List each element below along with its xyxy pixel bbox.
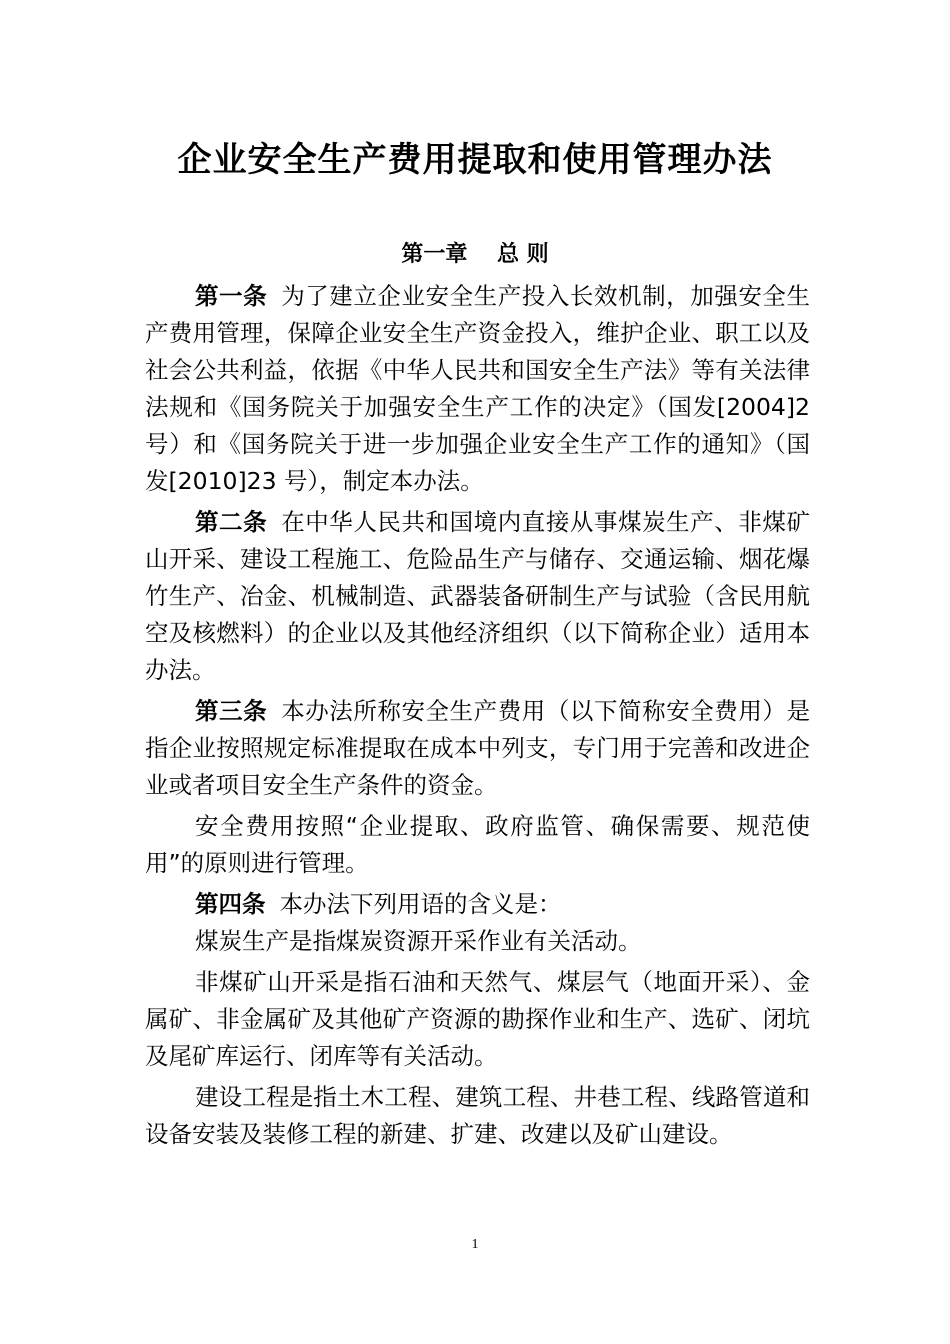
page-number: 1 [471,1237,479,1252]
document-body [145,278,810,1157]
article-4-paragraph-3: 非煤矿山开采是指石油和天然气、煤层气（地面开采）、金属矿、非金属矿及其他矿产资源的勘探作业和生产、选矿、闭坑及尾矿库运行、闭库等有关活动。 [145,968,810,1070]
article-3-paragraph-2: 安全费用按照“企业提取、政府监管、确保需要、规范使用”的原则进行管理。 [145,812,810,877]
article-4-paragraph-2: 煤炭生产是指煤炭资源开采作业有关活动。 [195,927,642,955]
article-2 [145,504,810,689]
article-1-text: 为了建立企业安全生产投入长效机制，加强安全生产费用管理，保障企业安全生产资金投入，维护企业、职工以及社会公共利益，依据《中华人民共和国安全生产法》等有关法律法规和《国务院关于加强安全生产工作的决定》（国发[2004]2 号）和《国务院关于进一步加强企业安全生产工作的通知》（国发[2010]23 号），制定本办法。 [145,282,810,495]
article-4-paragraph-4: 建设工程是指土木工程、建筑工程、井巷工程、线路管道和设备安装及装修工程的新建、扩建、改建以及矿山建设。 [145,1083,810,1148]
article-4 [145,886,810,923]
chapter-heading: 第一章 总 则 [401,242,549,267]
article-3 [145,693,810,804]
article-1 [145,278,810,500]
article-3-label: 第三条 [195,697,268,725]
article-2-label: 第二条 [195,508,268,536]
article-2-text: 在中华人民共和国境内直接从事煤炭生产、非煤矿山开采、建设工程施工、危险品生产与储存、交通运输、烟花爆竹生产、冶金、机械制造、武器装备研制生产与试验（含民用航空及核燃料）的企业以及其他经济组织（以下简称企业）适用本办法。 [145,508,810,684]
article-4-label: 第四条 [195,890,266,918]
article-1-label: 第一条 [195,282,268,310]
article-4-text: 本办法下列用语的含义是： [279,890,562,918]
document-title: 企业安全生产费用提取和使用管理办法 [177,140,773,180]
article-3-text: 本办法所称安全生产费用（以下简称安全费用）是指企业按照规定标准提取在成本中列支，专门用于完善和改进企业或者项目安全生产条件的资金。 [145,697,810,799]
